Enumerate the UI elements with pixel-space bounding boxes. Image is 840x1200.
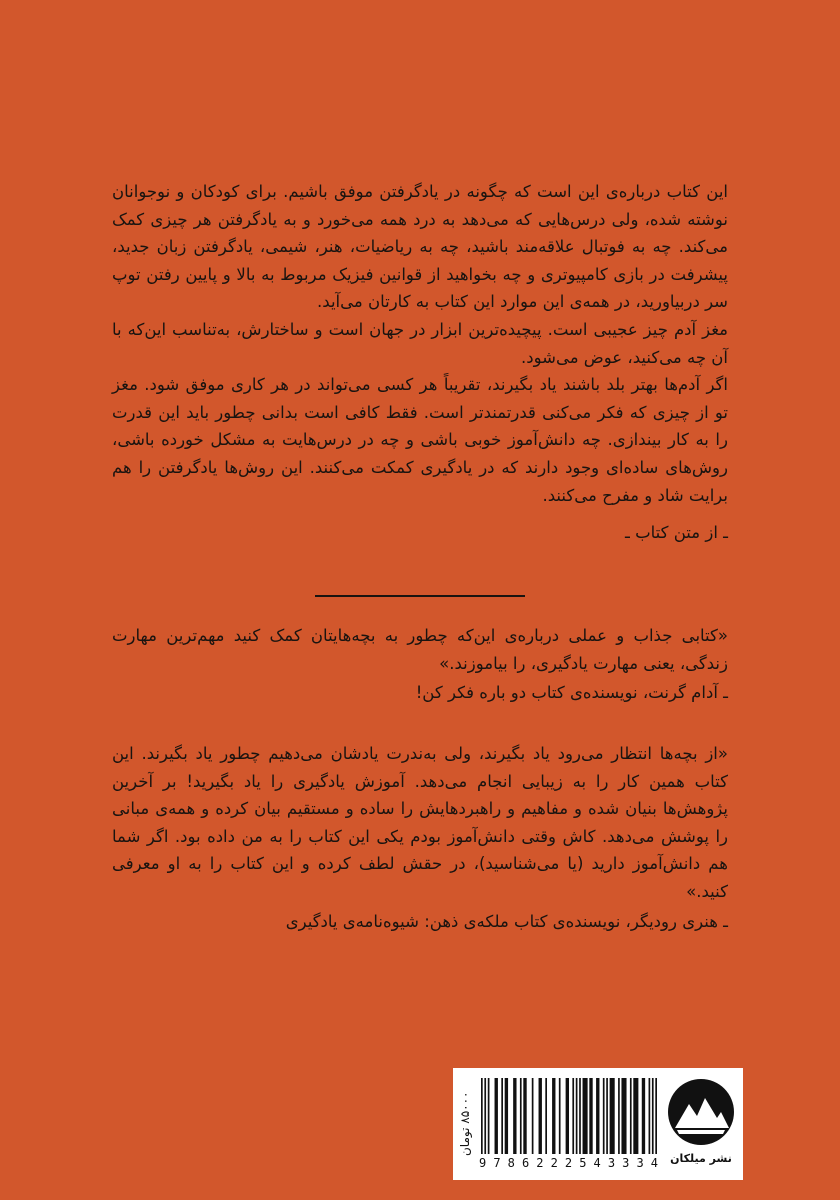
isbn-digit: 8 bbox=[507, 1156, 516, 1170]
section-divider bbox=[315, 595, 525, 597]
barcode-bar bbox=[484, 1078, 486, 1154]
barcode-bar bbox=[606, 1078, 608, 1154]
isbn-number bbox=[479, 1156, 659, 1170]
barcode-bar bbox=[501, 1078, 503, 1154]
isbn-digit: 6 bbox=[521, 1156, 531, 1170]
barcode-panel bbox=[453, 1068, 743, 1180]
price-label: ۸۵۰۰۰ تومان bbox=[458, 1091, 472, 1157]
barcode-bar bbox=[596, 1078, 599, 1154]
barcode-bar bbox=[610, 1078, 615, 1154]
barcode-bar bbox=[488, 1078, 490, 1154]
barcode-bar bbox=[652, 1078, 654, 1154]
barcode-bar bbox=[505, 1078, 508, 1154]
barcode-bar bbox=[545, 1078, 547, 1154]
isbn-digit: 5 bbox=[579, 1156, 588, 1170]
barcode-bar bbox=[655, 1078, 657, 1154]
blurb-quote-2 bbox=[112, 740, 728, 935]
barcode-bar bbox=[532, 1078, 534, 1154]
blurb-quote-1 bbox=[112, 622, 728, 707]
barcode-bar bbox=[539, 1078, 542, 1154]
isbn-digit: 2 bbox=[536, 1156, 545, 1170]
barcode-bar bbox=[603, 1078, 605, 1154]
barcode-bar bbox=[618, 1078, 620, 1154]
isbn-digit: 4 bbox=[650, 1156, 659, 1170]
blurb-quote-1-text: «کتابی جذاب و عملی درباره‌ی این‌که چطور به بچه‌هایتان کمک کنید مهم‌ترین مهارت زندگی، یعنی مهارت یادگیری، را بیاموزند.» bbox=[112, 626, 728, 673]
barcode-bar bbox=[566, 1078, 569, 1154]
barcode-bar bbox=[633, 1078, 638, 1154]
publisher-logo bbox=[665, 1078, 737, 1174]
barcode-bar bbox=[583, 1078, 588, 1154]
intro-attribution: ـ از متن کتاب ـ bbox=[625, 523, 728, 543]
intro-section bbox=[112, 178, 728, 547]
barcode-bar bbox=[630, 1078, 632, 1154]
isbn-digit: 4 bbox=[593, 1156, 602, 1170]
barcode-bar bbox=[495, 1078, 498, 1154]
barcode-bar bbox=[576, 1078, 578, 1154]
barcode-bar bbox=[649, 1078, 651, 1154]
intro-paragraph-3: اگر آدم‌ها بهتر بلد باشند یاد بگیرند، تقریباً هر کسی می‌تواند در هر کاری موفق شود. مغز تو از چیزی که فکر می‌کنی قدرتمندتر است. فقط کافی است بدانی چطور باید این قدرت را به کار بیندازی. چه دانش‌آموز خوبی باشی و چه در درس‌هایت به مشکل خورده باشی، روش‌های ساده‌ای وجود دارند که در یادگیری کمکت می‌کنند. این روش‌ها یادگرفتن را هم برایت شاد و مفرح می‌کنند. bbox=[112, 375, 728, 505]
blurb-quote-2-text: «از بچه‌ها انتظار می‌رود یاد بگیرند، ولی به‌ندرت یادشان می‌دهیم چطور یاد بگیرند. این کتاب همین کار را به زیبایی انجام می‌دهد. آموزش یادگیری را یاد بگیرید! بر آخرین پژوهش‌ها بنیان شده و مفاهیم و راهبردهایش را ساده و مستقیم بیان کرده و همه‌ی مبانی را پوشش می‌دهد. کاش وقتی دانش‌آموز بودم یکی این کتاب را به من داده بود. اگر شما هم دانش‌آموز دارید (یا می‌شناسید)، در حقش لطف کرده و این کتاب را به او معرفی کنید.» bbox=[112, 744, 728, 901]
intro-paragraph-2: مغز آدم چیز عجیبی است. پیچیده‌ترین ابزار در جهان است و ساختارش، به‌تناسب این‌که با آن چه می‌کنید، عوض می‌شود. bbox=[112, 319, 728, 367]
intro-paragraph-1: این کتاب درباره‌ی این است که چگونه در یادگرفتن موفق باشیم. برای کودکان و نوجوانان نوشته شده، ولی درس‌هایی که می‌دهد به درد همه می‌خورد و به یادگرفتن هر چیزی کمک می‌کند. چه به فوتبال علاقه‌مند باشید، چه به ریاضیات، هنر، شیمی، یادگرفتن زبان جدید، پیشرفت در بازی کامپیوتری و چه بخواهید از قوانین فیزیک مربوط به بالا و پایین رفتن توپ سر دربیاورید، در همه‌ی این موارد این کتاب به کارتان می‌آید. bbox=[112, 182, 728, 312]
barcode-bar bbox=[481, 1078, 483, 1154]
barcode-bar bbox=[642, 1078, 645, 1154]
barcode-bar bbox=[513, 1078, 516, 1154]
isbn-digit: 7 bbox=[493, 1156, 502, 1170]
barcode-bar bbox=[520, 1078, 522, 1154]
isbn-barcode bbox=[479, 1078, 659, 1154]
isbn-digit: 3 bbox=[607, 1156, 617, 1170]
isbn-digit: 3 bbox=[636, 1156, 645, 1170]
mountain-logo-icon bbox=[667, 1078, 735, 1146]
isbn-digit: 9 bbox=[479, 1156, 488, 1170]
isbn-digit: 2 bbox=[564, 1156, 574, 1170]
barcode-bar bbox=[579, 1078, 581, 1154]
barcode-bar bbox=[559, 1078, 561, 1154]
barcode-bar bbox=[552, 1078, 555, 1154]
barcode-bar bbox=[523, 1078, 526, 1154]
publisher-name: نشر میلکان bbox=[670, 1152, 732, 1165]
barcode-bar bbox=[589, 1078, 592, 1154]
barcode-bar bbox=[572, 1078, 574, 1154]
barcode-bar bbox=[621, 1078, 626, 1154]
blurb-quote-2-author: ـ هنری رودیگر، نویسنده‌ی کتاب ملکه‌ی ذهن: شیوه‌نامه‌ی یادگیری bbox=[285, 911, 728, 931]
isbn-digit: 3 bbox=[622, 1156, 631, 1170]
blurb-quote-1-author: ـ آدام گرنت، نویسنده‌ی کتاب دو باره فکر کن! bbox=[415, 683, 728, 703]
isbn-digit: 2 bbox=[550, 1156, 559, 1170]
